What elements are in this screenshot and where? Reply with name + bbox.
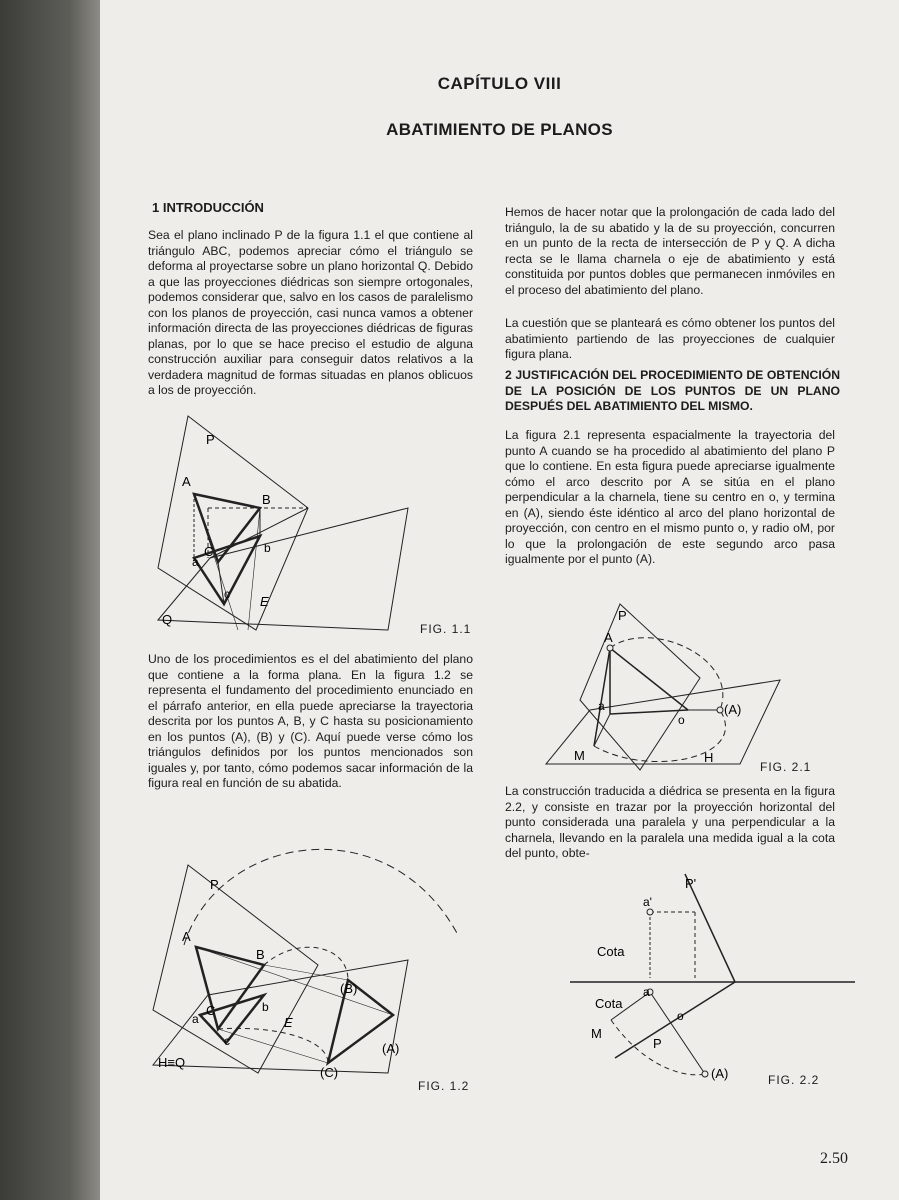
section-2-heading: 2 JUSTIFICACIÓN DEL PROCEDIMIENTO DE OBTENCIÓN DE LA POSICIÓN DE LOS PUNTOS DE UN PLANO DESPUÉS DEL ABATIMIENTO DEL MISMO. [505,368,840,413]
label-b-abatido: (B) [340,981,358,996]
label-a: A [182,474,191,489]
section-1-heading: 1 INTRODUCCIÓN [152,200,264,215]
label-m: M [591,1026,602,1041]
label-a-lower: a [598,699,605,713]
label-m: M [574,748,585,763]
label-a-abatido: (A) [724,702,742,717]
label-cota-vertical: Cota [597,944,625,959]
intro-paragraph-2: Uno de los procedimientos es el del abatimiento del plano que contiene a la forma plana. En la figura 1.2 se representa el fundamento del procedimiento enunciado en el párrafo anterior, en ella puede apreciarse la trayectoria descrita por los puntos A, B, y C hasta su posicionamiento en los puntos (A), (B) y (C). Aquí puede verse cómo los triángulos definidos por los puntos mencionados son iguales y, por tanto, cómo podemos sacar información de la figura real en función de su abatida. [148,652,473,790]
chapter-title: ABATIMIENTO DE PLANOS [386,120,613,139]
label-b-lower: b [264,541,271,555]
figure-1-1 [148,408,478,640]
plane-p-outline [153,865,318,1073]
label-a: A [604,630,613,645]
label-o: o [678,713,685,727]
label-q: Q [162,612,173,627]
label-c: C [204,544,214,559]
label-e: E [284,1015,293,1030]
label-o: o [677,1009,684,1023]
label-c-lower: c [224,587,230,601]
trace-p [615,982,735,1058]
label-hq: H≡Q [158,1055,186,1070]
label-a-abatido: (A) [382,1041,400,1056]
label-p-prime: P' [685,876,697,891]
label-a-prime: a' [643,895,652,909]
label-a-lower: a [192,555,199,569]
figure-2-2 [565,868,865,1093]
justification-paragraph-1: La figura 2.1 representa espacialmente la trayectoria del punto A cuando se ha procedido al abatimiento del plano P que lo contiene. En esta figura puede apreciarse igualmente cómo el arco descrito por A se sitúa en el plano perpendicular a la charnela, tiene su centro en o, y termina en (A), siendo éste idéntico al arco del plano horizontal de proyección, con centro en el mismo punto o, y radio oM, por lo que la prolongación de este segundo arco pasa igualmente por el punto (A). [505,428,835,566]
label-b: B [262,492,271,507]
label-b-lower: b [262,1000,269,1014]
figure-2-1-caption: FIG. 2.1 [760,760,812,774]
label-p: P [618,608,627,623]
plane-p-outline [158,416,308,630]
label-a: A [182,929,191,944]
intro-paragraph-1: Sea el plano inclinado P de la figura 1.1 el que contiene al triángulo ABC, podemos apreciar cómo el triángulo se deforma al proyectarse sobre un plano horizontal Q. Debido a que las proyecciones diédricas son siempre ortogonales, podemos considerar que, salvo en los casos de paralelismo con los planos de proyección, casi nunca vamos a obtener información directa de las proyecciones diédricas de figuras planas, por lo que se hace preciso el estudio de alguna construcción auxiliar para conseguir datos relativos a la verdadera magnitud de formas situadas en planos oblicuos a los de proyección. [148,228,473,397]
page-number: 2.50 [820,1150,848,1167]
label-p: P [653,1036,662,1051]
arc-a [184,849,458,945]
figure-2-2-caption: FIG. 2.2 [768,1073,820,1087]
label-a-abatido: (A) [711,1066,729,1081]
figure-2-1 [540,598,810,776]
figure-1-1-caption: FIG. 1.1 [420,622,472,636]
figure-1-2-caption: FIG. 1.2 [418,1079,470,1093]
label-p: P [206,432,215,447]
book-gutter-shadow [0,0,100,1200]
label-a: a [643,985,650,999]
intro-paragraph-3: Hemos de hacer notar que la prolongación de cada lado del triángulo, la de su abatido y la de su proyección, concurren en un punto de la recta de intersección de P y Q. A dicha recta se le llama charnela o eje de abatimiento y está constituida por puntos dobles que permanecen inmóviles en el proceso del abatimiento del plano. [505,205,835,297]
label-h: H [704,750,714,765]
label-c-abatido: (C) [320,1065,339,1080]
label-b: B [256,947,265,962]
figure-1-2 [148,815,478,1085]
plane-p-outline [580,604,700,770]
intro-paragraph-4: La cuestión que se planteará es cómo obtener los puntos del abatimiento partiendo de las proyecciones de cualquier figura plana. [505,316,835,361]
chapter-heading: CAPÍTULO VIII [437,74,562,93]
label-cota-horizontal: Cota [595,996,623,1011]
label-p: P [210,877,219,892]
justification-paragraph-2: La construcción traducida a diédrica se presenta en la figura 2.2, y consiste en trazar por la proyección horizontal del punto considerada una paralela y una perpendicular a la charnela, llevando en la paralela una medida igual a la cota del punto, obte- [505,784,835,860]
book-page [100,0,899,1200]
label-a-lower: a [192,1012,199,1026]
label-e: E [260,594,269,609]
plane-q-outline [158,508,408,630]
label-c-lower: c [224,1034,230,1048]
label-c: C [206,1003,216,1018]
